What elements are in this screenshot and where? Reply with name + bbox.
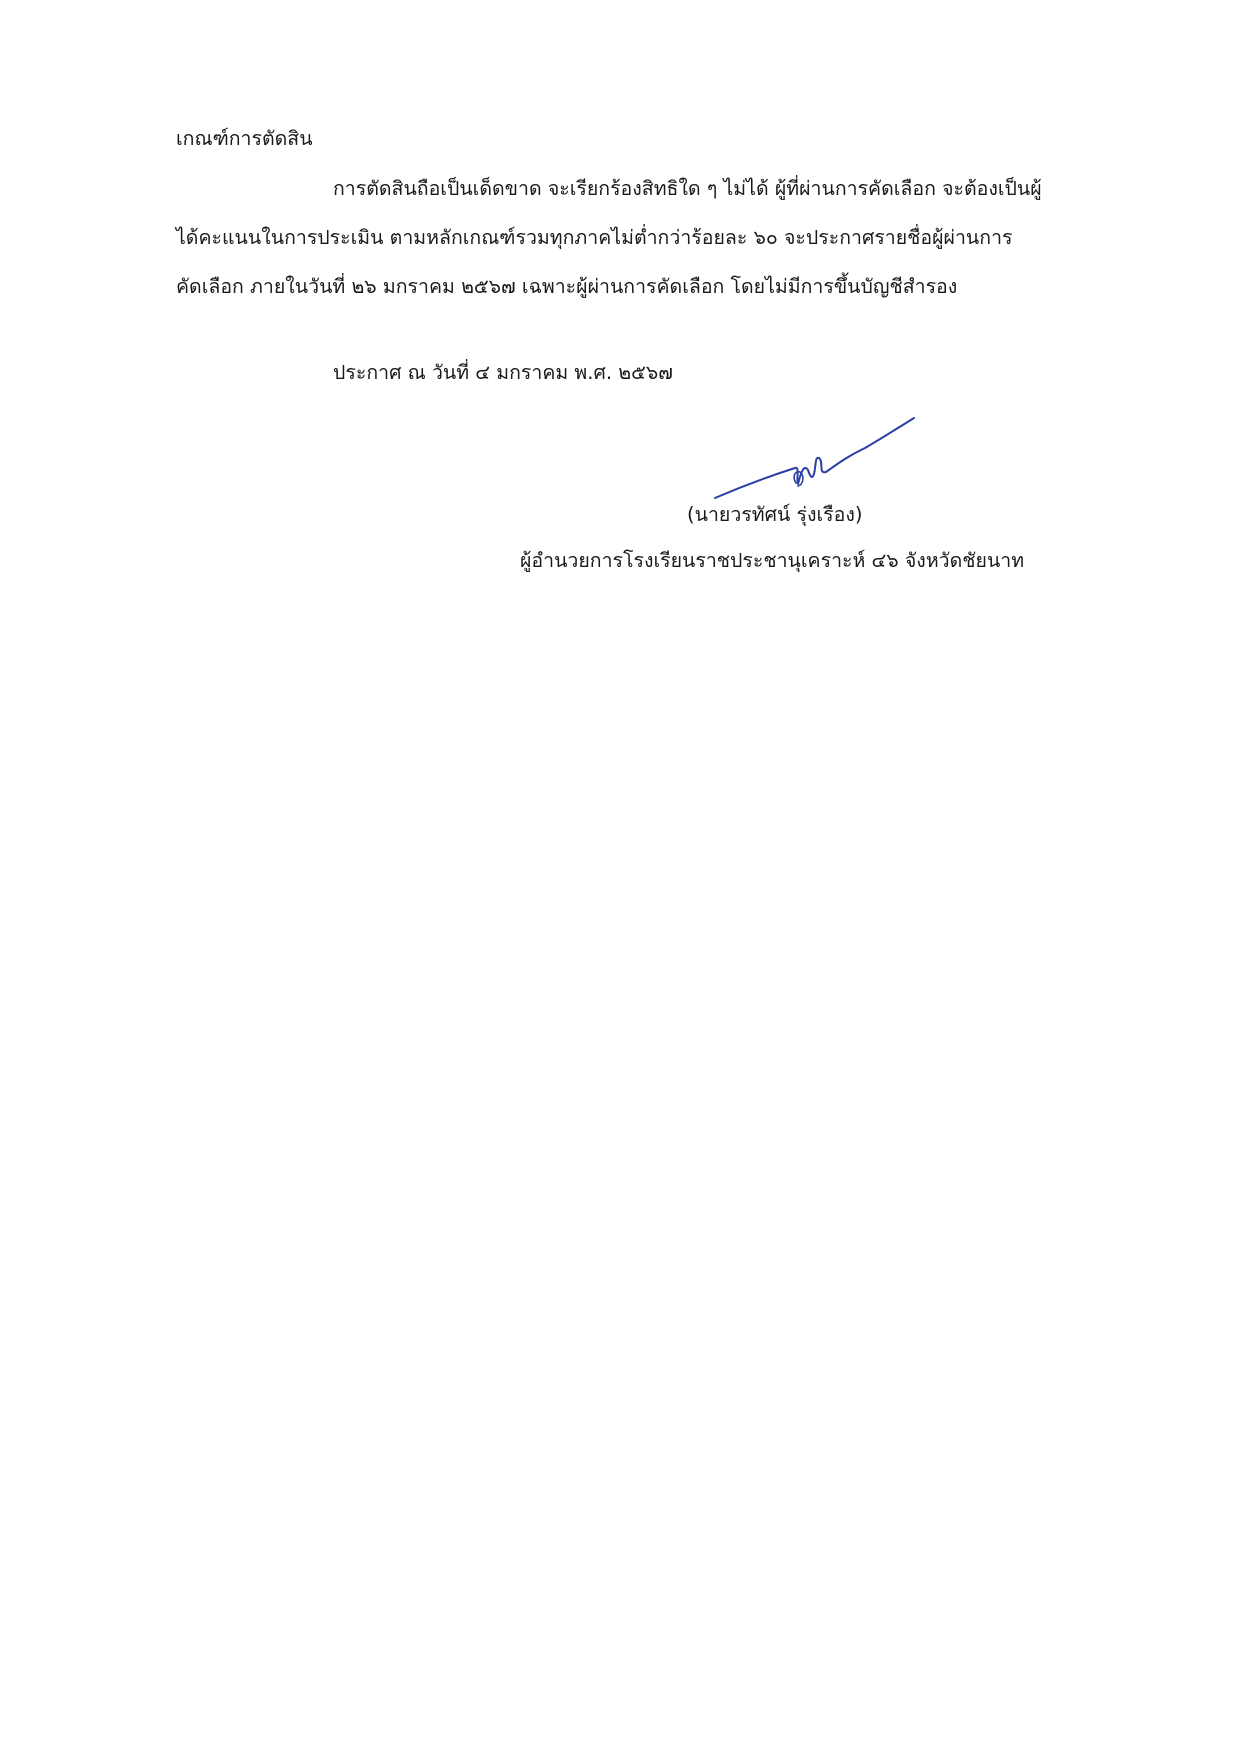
paragraph-line-1: การตัดสินถือเป็นเด็ดขาด จะเรียกร้องสิทธิใด ๆ ไม่ได้ ผู้ที่ผ่านการคัดเลือก จะต้องเป็นผู้ [333, 177, 1042, 200]
paragraph-line-2: ได้คะแนนในการประเมิน ตามหลักเกณฑ์รวมทุกภาคไม่ต่ำกว่าร้อยละ ๖๐ จะประกาศรายชื่อผู้ผ่านการ [176, 226, 1013, 249]
signer-title: ผู้อำนวยการโรงเรียนราชประชานุเคราะห์ ๔๖ จังหวัดชัยนาท [520, 549, 1025, 572]
signer-name: (นายวรทัศน์ รุ่งเรือง) [687, 503, 863, 526]
handwritten-signature [700, 380, 920, 510]
section-heading: เกณฑ์การตัดสิน [176, 127, 313, 150]
paragraph-line-3: คัดเลือก ภายในวันที่ ๒๖ มกราคม ๒๕๖๗ เฉพาะผู้ผ่านการคัดเลือก โดยไม่มีการขึ้นบัญชีสำรอง [176, 275, 958, 298]
signature-stroke [715, 418, 914, 498]
announcement-date: ประกาศ ณ วันที่ ๔ มกราคม พ.ศ. ๒๕๖๗ [333, 361, 673, 384]
